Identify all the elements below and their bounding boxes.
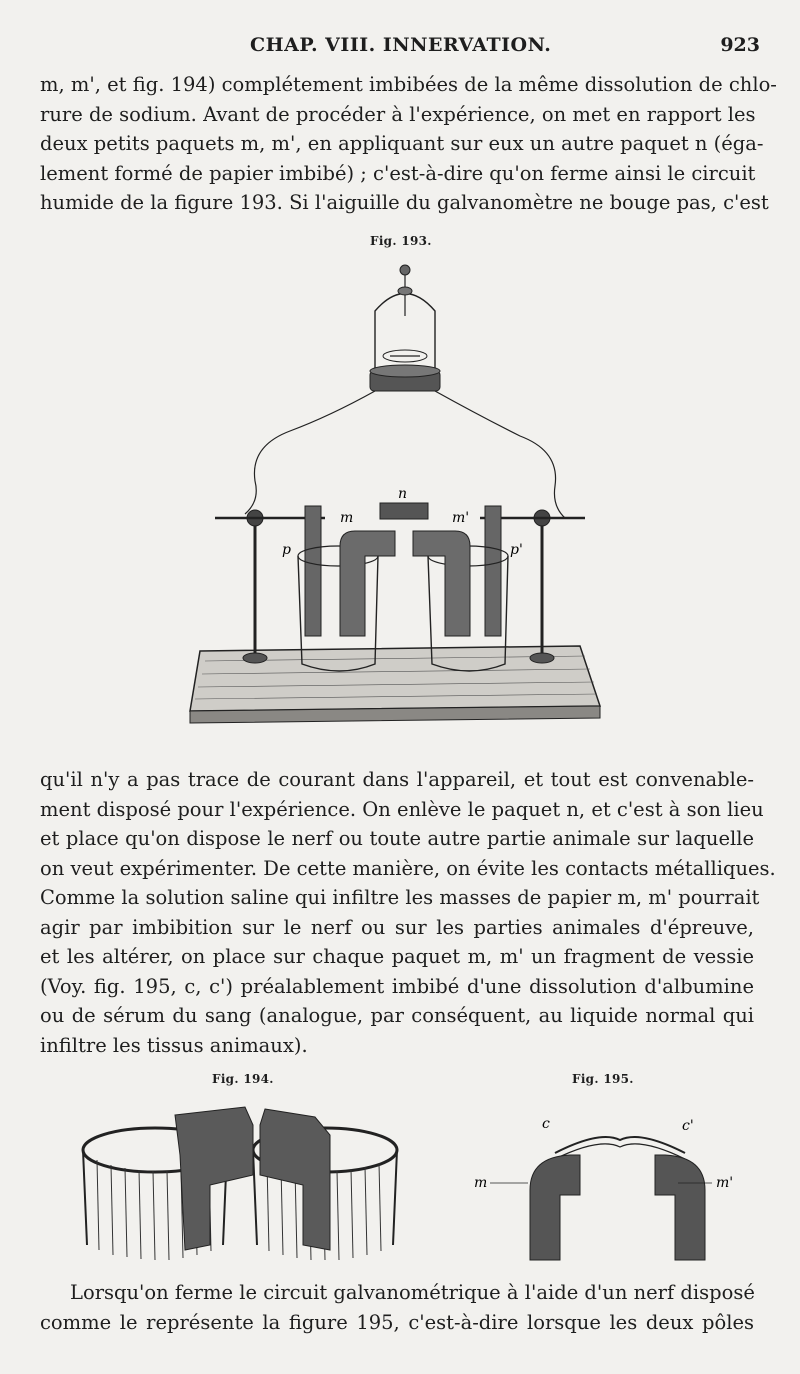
paper-packet-n (380, 503, 428, 519)
text-line: Comme la solution saline qui infiltre les masses de papier m, m' pourrait (40, 886, 760, 909)
running-header (40, 34, 760, 62)
label-c: c (542, 1116, 550, 1132)
wire-left (245, 391, 375, 514)
chapter-title: CHAP. VIII. INNERVATION. (250, 34, 552, 56)
paragraph-3 (40, 1278, 754, 1337)
label-m-prime: m' (716, 1175, 734, 1191)
label-p: p (282, 542, 291, 558)
text-line: on veut expérimenter. De cette manière, on évite les contacts métalliques. (40, 856, 776, 880)
page-number: 923 (720, 34, 760, 56)
label-m: m (474, 1175, 488, 1191)
label-p-prime: p' (510, 542, 523, 558)
figure-195-caption: Fig. 195. (572, 1072, 634, 1086)
electrode-p (305, 506, 321, 636)
figure-194-caption: Fig. 194. (212, 1072, 274, 1086)
electrode-m (530, 1155, 580, 1260)
wire-right (435, 391, 565, 518)
text-line: humide de la figure 193. Si l'aiguille du galvanomètre ne bouge pas, c'est (40, 191, 769, 214)
dome-knob (400, 265, 410, 275)
text-line: comme le représente la figure 195, c'est-à-dire lorsque les deux pôles (40, 1310, 754, 1334)
text-line: deux petits paquets m, m', en appliquant sur eux un autre paquet n (éga- (40, 132, 764, 155)
label-m: m (340, 510, 354, 526)
text-line: et place qu'on dispose le nerf ou toute autre partie animale sur laquelle (40, 827, 754, 850)
label-n: n (398, 486, 408, 502)
figure-193-galvanometer-apparatus (180, 256, 620, 726)
text-line: ment disposé pour l'expérience. On enlève le paquet n, et c'est à son lieu (40, 797, 764, 821)
text-line: (Voy. fig. 195, c, c') préalablement imbibé d'une dissolution d'albumine (40, 974, 754, 998)
packet-m (175, 1107, 253, 1250)
text-line: agir par imbibition sur le nerf ou sur les parties animales d'épreuve, (40, 915, 754, 939)
text-line: et les altérer, on place sur chaque paquet m, m' un fragment de vessie (40, 945, 754, 968)
paragraph-1 (40, 70, 777, 218)
label-c-prime: c' (682, 1118, 694, 1134)
figure-193-caption: Fig. 193. (370, 234, 432, 248)
figure-194-paper-packets (75, 1095, 405, 1270)
text-line: Lorsqu'on ferme le circuit galvanométrique à l'aide d'un nerf disposé (70, 1281, 755, 1304)
paragraph-2 (40, 765, 776, 1060)
text-line: rure de sodium. Avant de procéder à l'expérience, on met en rapport les (40, 102, 756, 126)
figure-195-nerf-electrodes (460, 1095, 750, 1270)
paper-packet-m-prime (413, 531, 470, 636)
electrode-p-prime (485, 506, 501, 636)
label-m-prime: m' (452, 510, 470, 526)
electrode-m-prime (655, 1155, 705, 1260)
text-line: m, m', et fig. 194) complétement imbibées de la même dissolution de chlo- (40, 73, 777, 96)
text-line: ou de sérum du sang (analogue, par conséquent, au liquide normal qui (40, 1004, 754, 1027)
paper-packet-m (340, 531, 395, 636)
text-line: qu'il n'y a pas trace de courant dans l'appareil, et tout est convenable- (40, 768, 754, 791)
text-line: lement formé de papier imbibé) ; c'est-à-dire qu'on ferme ainsi le circuit (40, 161, 756, 185)
packet-m-prime (260, 1109, 330, 1250)
text-line: infiltre les tissus animaux). (40, 1033, 308, 1057)
